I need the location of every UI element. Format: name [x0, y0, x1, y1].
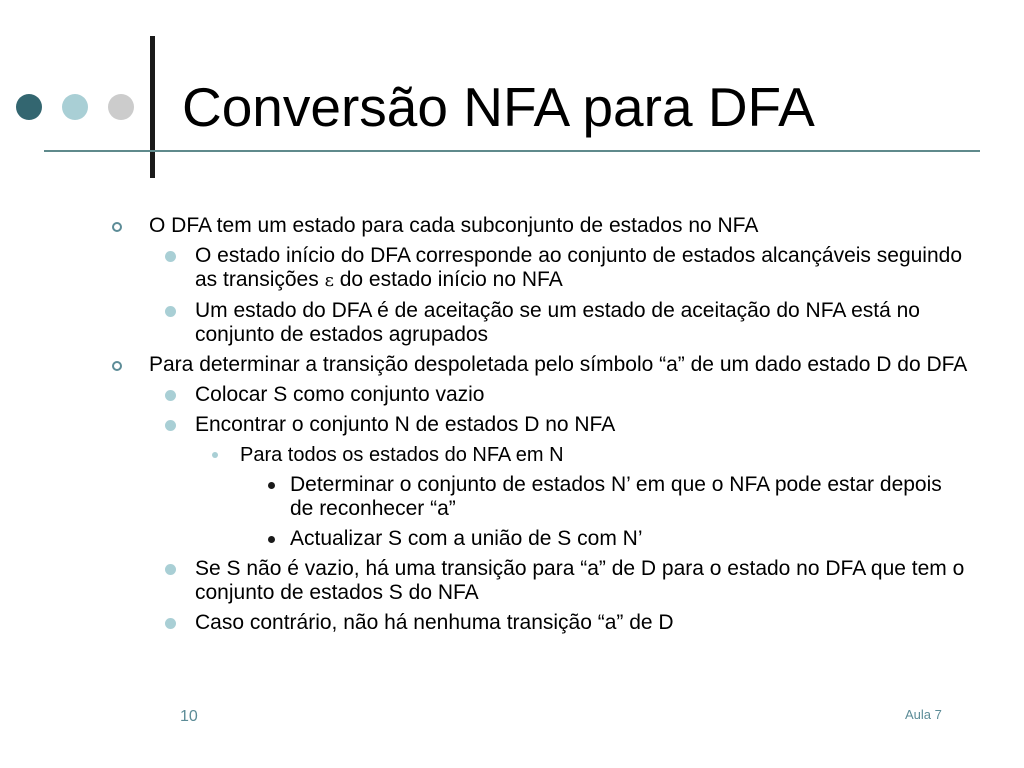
footer-label: Aula 7: [905, 707, 942, 722]
dot-dark-icon: [16, 94, 42, 120]
bullet-text: Determinar o conjunto de estados N’ em que o NFA pode estar depois de reconhecer “a”: [290, 473, 942, 520]
title-underline: [44, 150, 980, 152]
bullet-text: Colocar S como conjunto vazio: [195, 383, 485, 406]
bullet-level2: [108, 611, 968, 635]
bullet-level2: [108, 299, 968, 347]
slide-title: Conversão NFA para DFA: [182, 76, 815, 138]
epsilon-symbol: ε: [324, 270, 334, 291]
bullet-text: O DFA tem um estado para cada subconjunto de estados no NFA: [149, 214, 759, 237]
slide-content: [108, 214, 968, 635]
title-vertical-bar: [150, 36, 155, 178]
decorative-dots: [16, 94, 154, 120]
bullet-level1: [108, 214, 968, 238]
bullet-level2: [108, 557, 968, 605]
bullet-text: do estado início no NFA: [333, 268, 563, 291]
bullet-level2: [108, 413, 968, 437]
bullet-level2: [108, 244, 968, 293]
bullet-text: Se S não é vazio, há uma transição para “a” de D para o estado no DFA que tem o conjunto de estados S do NFA: [195, 557, 965, 604]
bullet-text: Caso contrário, não há nenhuma transição “a” de D: [195, 611, 674, 634]
black-dot-bullet-icon: [268, 482, 275, 489]
bullet-level4: [108, 527, 968, 551]
slide-number: 10: [180, 708, 198, 725]
disc-bullet-icon: [165, 420, 176, 431]
bullet-text: Encontrar o conjunto N de estados D no NFA: [195, 413, 616, 436]
small-dot-bullet-icon: [212, 452, 218, 458]
ring-bullet-icon: [112, 222, 122, 232]
disc-bullet-icon: [165, 306, 176, 317]
bullet-level1: [108, 353, 968, 377]
bullet-text: Actualizar S com a união de S com N’: [290, 527, 643, 550]
bullet-text: Para determinar a transição despoletada pelo símbolo “a” de um dado estado D do DFA: [149, 353, 968, 376]
disc-bullet-icon: [165, 618, 176, 629]
bullet-text: Para todos os estados do NFA em N: [240, 444, 564, 466]
dot-grey-icon: [108, 94, 134, 120]
bullet-text: Um estado do DFA é de aceitação se um estado de aceitação do NFA está no conjunto de estados agrupados: [195, 299, 920, 346]
disc-bullet-icon: [165, 564, 176, 575]
bullet-level2: [108, 383, 968, 407]
bullet-level3: [108, 443, 968, 467]
disc-bullet-icon: [165, 390, 176, 401]
ring-bullet-icon: [112, 361, 122, 371]
disc-bullet-icon: [165, 251, 176, 262]
dot-light-icon: [62, 94, 88, 120]
bullet-level4: [108, 473, 968, 521]
black-dot-bullet-icon: [268, 536, 275, 543]
bullet-text: O estado início do DFA corresponde ao conjunto de estados alcançáveis seguindo as transições: [195, 244, 963, 291]
